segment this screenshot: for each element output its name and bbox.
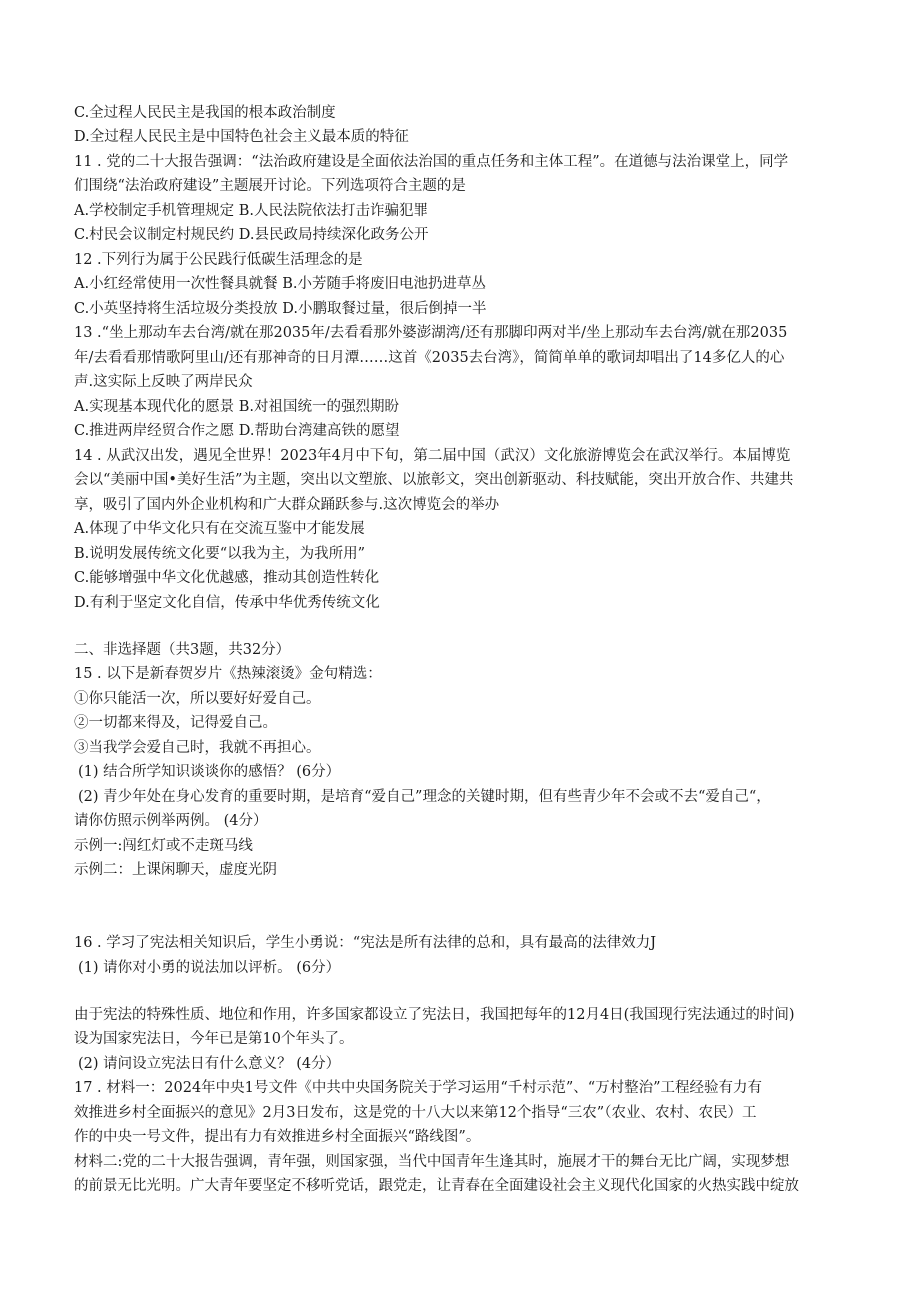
q14-stem-3: 享，吸引了国内外企业机构和广大群众踊跃参与.这次博览会的举办	[74, 497, 500, 513]
q13-stem-3: 声.这实际上反映了两岸民众	[74, 374, 253, 390]
q17-line-4: 材料二:党的二十大报告强调，青年强，则国家强，当代中国青年生逢其时，施展才干的舞台无比广阔，实现梦想	[74, 1154, 790, 1170]
q17-line-5: 的前景无比光明。广大青年要坚定不移听党话，跟党走，让青春在全面建设社会主义现代化国家的火热实践中绽放	[74, 1178, 799, 1194]
q15-stem: 15 . 以下是新春贺岁片《热辣滚烫》金句精选：	[74, 666, 382, 682]
q15-quote-3: ③当我学会爱自己时，我就不再担心。	[74, 740, 321, 756]
q15-example-1: 示例一:闯红灯或不走斑马线	[74, 838, 253, 854]
q11-options-ab: A.学校制定手机管理规定 B.人民法院依法打击诈骗犯罪	[74, 203, 428, 219]
q11-options-cd: C.村民会议制定村规民约 D.县民政局持续深化政务公开	[74, 227, 429, 243]
q11-stem-1: 11 . 党的二十大报告强调：“法治政府建设是全面依法治国的重点任务和主体工程”。在道德与法治课堂上，同学	[74, 154, 789, 170]
q16-subquestion-2: (2) 请问设立宪法日有什么意义？ (4分）	[78, 1056, 341, 1072]
q12-options-ab: A.小红经常使用一次性餐具就餐 B.小芳随手将废旧电池扔进草丛	[74, 276, 486, 292]
q11-stem-2: 们围绕“法治政府建设”主题展开讨论。下列选项符合主题的是	[74, 178, 466, 194]
q15-subquestion-1: (1) 结合所学知识谈谈你的感悟？ (6分）	[78, 764, 341, 780]
q13-stem-1: 13 .“坐上那动车去台湾/就在那2035年/去看看那外婆澎湖湾/还有那脚印两对半/坐上那动车去台湾/就在那2035	[74, 325, 788, 341]
q15-quote-2: ②一切都来得及，记得爱自己。	[74, 715, 277, 731]
q14-option-d: D.有利于坚定文化自信，传承中华优秀传统文化	[74, 595, 380, 611]
q15-quote-1: ①你只能活一次，所以要好好爱自己。	[74, 691, 321, 707]
q14-option-b: B.说明发展传统文化要“以我为主，为我所用”	[74, 546, 366, 562]
q15-subquestion-2-line-1: (2) 青少年处在身心发育的重要时期，是培育“爱自己”理念的关键时期，但有些青少年不会或不去“爱自己“，	[78, 789, 771, 805]
q13-stem-2: 年/去看看那情歌阿里山/还有那神奇的日月潭……这首《2035去台湾》，简简单单的歌词却唱出了14多亿人的心	[74, 350, 785, 366]
q17-line-2: 效推进乡村全面振兴的意见》2月3日发布，这是党的十八大以来第12个指导“三农”（农业、农村、农民）工	[74, 1105, 757, 1121]
q14-option-c: C.能够增强中华文化优越感，推动其创造性转化	[74, 570, 380, 586]
q10-option-c: C.全过程人民民主是我国的根本政治制度	[74, 105, 336, 121]
q15-subquestion-2-line-2: 请你仿照示例举两例。 (4分）	[74, 813, 268, 829]
q14-stem-2: 会以“美丽中国•美好生活”为主题，突出以文塑旅、以旅彰文，突出创新驱动、科技赋能，突出开放合作、共建共	[74, 472, 794, 488]
q16-material-line-1: 由于宪法的特殊性质、地位和作用，许多国家都设立了宪法日，我国把每年的12月4日(我国现行宪法通过的时间)	[74, 1007, 795, 1023]
q14-option-a: A.体现了中华文化只有在交流互鉴中才能发展	[74, 521, 365, 537]
section-2-heading: 二、非选择题（共3题，共32分）	[74, 642, 291, 658]
q14-stem-1: 14 . 从武汉出发，遇见全世界！2023年4月中下旬，第二届中国（武汉）文化旅游博览会在武汉举行。本届博览	[74, 448, 791, 464]
q17-line-3: 作的中央一号文件，提出有力有效推进乡村全面振兴“路线图”。	[74, 1129, 481, 1145]
q10-option-d: D.全过程人民民主是中国特色社会主义最本质的特征	[74, 129, 409, 145]
q15-example-2: 示例二：上课闲聊天，虚度光阴	[74, 862, 277, 878]
q16-stem: 16 . 学习了宪法相关知识后，学生小勇说：“宪法是所有法律的总和，具有最高的法律效力J	[74, 935, 657, 951]
q16-subquestion-1: (1) 请你对小勇的说法加以评析。 (6分）	[78, 960, 341, 976]
q12-stem: 12 .下列行为属于公民践行低碳生活理念的是	[74, 252, 363, 268]
q13-options-ab: A.实现基本现代化的愿景 B.对祖国统一的强烈期盼	[74, 399, 399, 415]
q13-options-cd: C.推进两岸经贸合作之愿 D.帮助台湾建高铁的愿望	[74, 423, 400, 439]
q16-material-line-2: 设为国家宪法日，今年已是第10个年头了。	[74, 1031, 354, 1047]
q12-options-cd: C.小英坚持将生活垃圾分类投放 D.小鹏取餐过量，很后倒掉一半	[74, 301, 487, 317]
q17-line-1: 17 . 材料一：2024年中央1号文件《中共中央国务院关于学习运用“千村示范”、“万村整治”工程经验有力有	[74, 1080, 763, 1096]
